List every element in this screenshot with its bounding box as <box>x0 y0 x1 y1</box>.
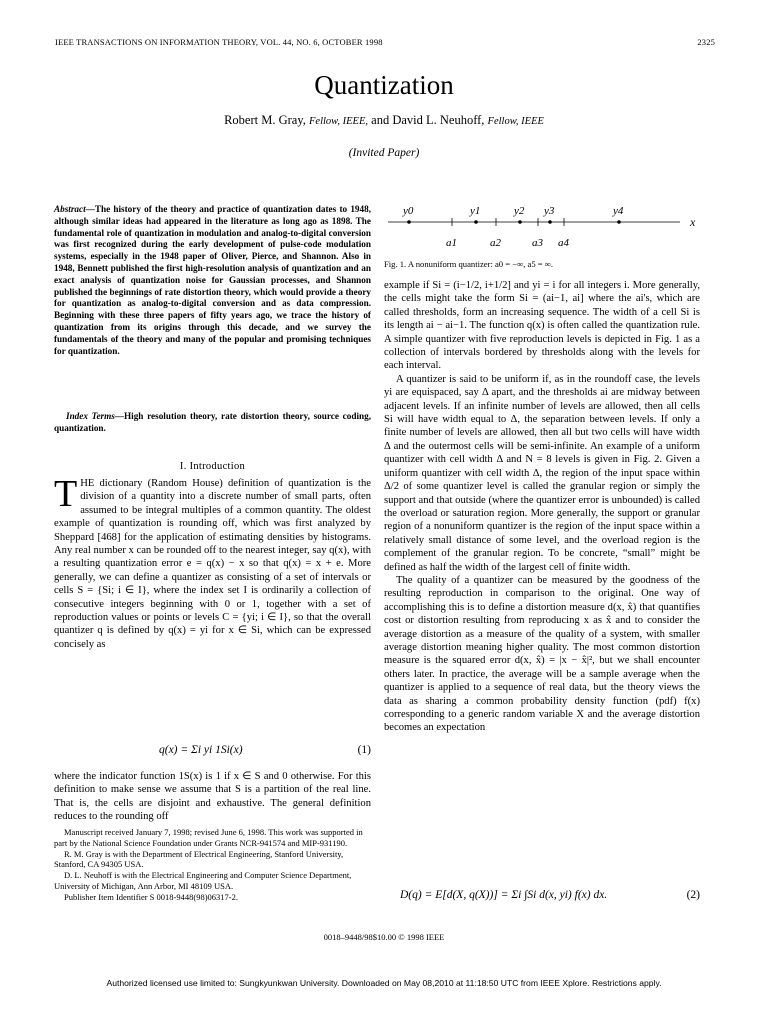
abstract-label: Abstract— <box>54 204 95 214</box>
figure-level-label: y2 <box>514 205 525 217</box>
paper-title: Quantization <box>314 70 454 100</box>
running-head-text: IEEE TRANSACTIONS ON INFORMATION THEORY, VOL. 44, NO. 6, OCTOBER 1998 <box>55 37 383 47</box>
right-column-text <box>384 279 700 735</box>
drop-cap: T <box>54 473 78 515</box>
section-heading: I. Introduction <box>179 461 246 472</box>
copyright-line: 0018–9448/98$10.00 © 1998 IEEE <box>323 932 445 942</box>
equation-2-body: D(q) = E[d(X, q(X))] = Σi ∫Si d(x, yi) f(x) dx. <box>400 889 608 901</box>
figure-threshold-label: a4 <box>558 237 569 249</box>
intro-paragraph <box>54 473 371 651</box>
figure-level-label: y3 <box>544 205 555 217</box>
equation-2-number: (2) <box>686 889 700 901</box>
author-1-title: Fellow, IEEE, <box>309 116 369 127</box>
figure-threshold-label: a2 <box>490 237 501 249</box>
footnote-pii: Publisher Item Identifier S 0018-9448(98)06317-2. <box>64 891 238 902</box>
intro-continuation: where the indicator function 1S(x) is 1 if x ∈ S and 0 otherwise. For this definition to make sense we assume that S is a partition of the real line. That is, the cells are disjoint and exhaustive. The general definition reduces to the rounding off <box>54 771 371 823</box>
author-line <box>0 113 768 128</box>
equation-1-number: (1) <box>357 744 371 756</box>
running-head <box>55 37 715 47</box>
author-2: and David L. Neuhoff, <box>371 113 485 127</box>
author-1: Robert M. Gray, <box>224 113 306 127</box>
footnote-neuhoff: D. L. Neuhoff is with the Electrical Engineering and Computer Science Department, University of Michigan, Ann Arbor, MI 48109 USA. <box>54 870 352 891</box>
figure-level-dot <box>518 220 522 224</box>
footnote <box>54 827 371 903</box>
index-terms-text: High resolution theory, rate distortion theory, source coding, quantization. <box>54 411 372 433</box>
paragraph-cells: example if Si = (i−1/2, i+1/2] and yi = i for all integers i. More generally, the cells might take the form Si = (ai−1, ai] where the ai's, which are called thresholds, form an increasing sequence. The width of a cell Si is its length ai − ai−1. The function q(x) is often called the quantization rule. A simple quantizer with five reproduction levels is depicted in Fig. 1 as a collection of intervals bordered by thresholds along with the levels for each interval. <box>384 280 700 372</box>
figure-level-dot <box>617 220 621 224</box>
license-notice: Authorized licensed use limited to: Sungkyunkwan University. Downloaded on May 08,2010 at 11:18:50 UTC from IEEE Xplore. Restrictions apply. <box>106 978 662 988</box>
index-terms <box>54 411 371 435</box>
figure-1 <box>384 203 700 251</box>
figure-1-caption: Fig. 1. A nonuniform quantizer: a0 = −∞, a5 = ∞. <box>384 259 554 269</box>
paragraph-uniform: A quantizer is said to be uniform if, as in the roundoff case, the levels yi are equispaced, say Δ apart, and the thresholds ai are midway between adjacent levels. If an infinite number of levels are allowed, then all cells Si will have width equal to Δ, the separation between levels. If only a finite number of levels are allowed, then all but two cells will have width Δ and the outermost cells will be semi-infinite. An example of a uniform quantizer with cell width Δ and N = 8 levels is given in Fig. 2. Given a uniform quantizer with cell width Δ, the region of the input space within Δ/2 of some quantizer level is called the granular region or simply the support and that outside (where the quantizer error is unbounded) is called the overload or saturation region. More generally, the support or granular region of a nonuniform quantizer is the region of the input space within a relatively small distance of some level, and the overload region is the complement of the granular region. To be concrete, “small” might be defined as half the width of the largest cell of finite width. <box>384 373 700 573</box>
figure-level-label: y0 <box>403 205 414 217</box>
intro-text: HE dictionary (Random House) definition of quantization is the division of a quantity into a discrete number of small parts, often assumed to be integral multiples of a common quantity. The oldest example of quantization is rounding off, which was first analyzed by Sheppard [468] for the application of estimating densities by histograms. Any real number x can be rounded off to the nearest integer, say q(x), with a resulting quantization error e = q(x) − x so that q(x) = x + e. More generally, we can define a quantizer as consisting of a set of intervals or cells S = {Si; i ∈ I}, where the index set I is ordinarily a collection of consecutive integers beginning with 0 or 1, together with a set of reproduction values or points or levels C = {yi; i ∈ I}, so that the overall quantizer q is defined by q(x) = yi for x ∈ Si, which can be expressed concisely as <box>54 478 371 650</box>
index-terms-label: Index Terms— <box>66 411 125 421</box>
equation-1 <box>54 742 371 764</box>
footnote-gray: R. M. Gray is with the Department of Electrical Engineering, Stanford University, Stanford, CA 94305 USA. <box>54 848 344 870</box>
figure-level-dot <box>407 220 411 224</box>
footnote-manuscript: Manuscript received January 7, 1998; revised June 6, 1998. This work was supported in part by the National Science Foundation under Grants NCR-941574 and MIP-931190. <box>54 827 363 848</box>
author-2-title: Fellow, IEEE <box>487 116 544 127</box>
figure-axis-label: x <box>690 215 696 229</box>
abstract-text: The history of the theory and practice of quantization dates to 1948, although similar ideas had appeared in the literature as long ago as 1898. The fundamental role of quantization in modulation and analog-to-digital conversion was first recognized during the early development of pulse-code modulation systems, especially in the 1948 paper of Oliver, Pierce, and Shannon. Also in 1948, Bennett published the first high-resolution analysis of quantization and an exact analysis of quantization noise for Gaussian processes, and Shannon published the beginnings of rate distortion theory, which would provide a theory for quantization as analog-to-digital conversion and as data compression. Beginning with these three papers of fifty years ago, we trace the history of quantization from its origins through this decade, and we survey the fundamentals of the theory and many of the popular and promising techniques for quantization. <box>54 204 371 356</box>
equation-1-body: q(x) = Σi yi 1Si(x) <box>159 744 243 756</box>
figure-level-label: y4 <box>613 205 624 217</box>
equation-2 <box>384 887 700 909</box>
figure-threshold-label: a1 <box>446 237 457 249</box>
paragraph-distortion: The quality of a quantizer can be measured by the goodness of the resulting reproduction in comparison to the original. One way of accomplishing this is to define a distortion measure d(x, x̂) that quantifies cost or distortion resulting from reproducing x as x̂ and to consider the average distortion as a measure of the quality of a system, with smaller average distortion meaning higher quality. The most common distortion measure is the squared error d(x, x̂) = |x − x̂|², but we shall encounter others later. In practice, the average will be a sample average when the quantizer is applied to a sequence of real data, but the theory views the data as sharing a common probability density function (pdf) f(x) corresponding to a generic random variable X and the average distortion becomes an expectation <box>384 574 700 734</box>
figure-level-dot <box>548 220 552 224</box>
abstract <box>54 204 371 357</box>
invited-paper-label: (Invited Paper) <box>348 147 420 159</box>
figure-level-dot <box>474 220 478 224</box>
figure-level-label: y1 <box>470 205 481 217</box>
page-number: 2325 <box>697 37 715 47</box>
figure-threshold-label: a3 <box>532 237 543 249</box>
